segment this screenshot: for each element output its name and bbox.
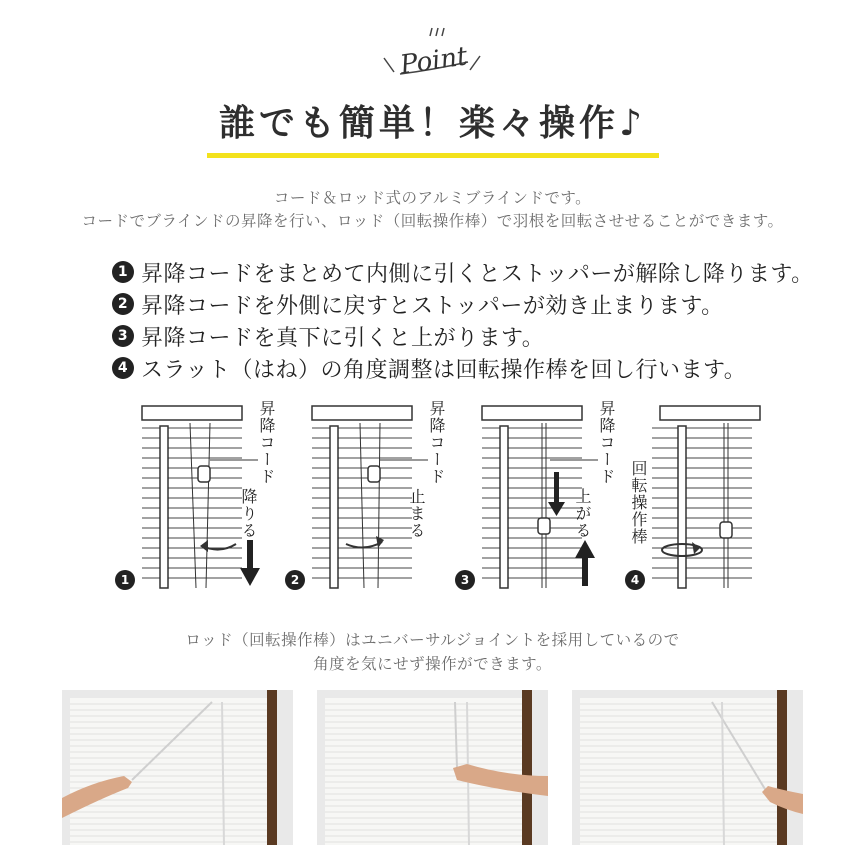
cord-label-3: 昇降コード [597,400,616,485]
step-text-1: 昇降コードをまとめて内側に引くとストッパーが解除し降ります。 [141,261,814,287]
diagram-3 [450,398,618,598]
step-4 [112,352,832,384]
blind-slats [482,428,582,578]
photo-illustration-3 [572,690,803,845]
diagram-number-4: 4 [625,570,645,590]
page-title: 誰でも簡単！楽々操作♪ [219,103,646,144]
diagram-2 [280,398,448,598]
rod-note-line-1: ロッド（回転操作棒）はユニバーサルジョイントを採用しているので [185,631,680,649]
intro-line-1: コード＆ロッド式のアルミブラインドです。 [273,189,592,207]
point-badge [370,22,495,82]
step-number-2: 2 [112,293,134,315]
rod-label-4: 回転操作棒 [629,460,648,545]
steps-list [112,256,832,384]
blind-illustration-3 [450,398,618,598]
step-number-4: 4 [112,357,134,379]
step-2 [112,288,832,320]
cord-label-2: 昇降コード [427,400,446,485]
intro-line-2: コードでブラインドの昇降を行い、ロッド（回転操作棒）で羽根を回転させせることができます。 [81,212,784,230]
action-label-3: 上がる [573,488,592,539]
diagram-4 [620,398,788,598]
rod-note-line-2: 角度を気にせず操作ができます。 [313,655,552,673]
point-word: Point [398,41,470,81]
photo-blind-pull-down [572,690,803,845]
photo-illustration-2 [317,690,548,845]
photo-illustration-1 [62,690,293,845]
step-text-2: 昇降コードを外側に戻すとストッパーが効き止まります。 [141,293,724,319]
action-label-1: 降りる [239,488,258,539]
blind-slats [652,428,752,578]
diagram-1 [110,398,278,598]
step-text-4: スラット（はね）の角度調整は回転操作棒を回し行います。 [141,357,747,383]
blind-slats [142,428,242,578]
photo-blind-pull-outward [317,690,548,845]
step-number-3: 3 [112,325,134,347]
diagram-number-3: 3 [455,570,475,590]
title-underline [207,153,659,158]
diagram-number-2: 2 [285,570,305,590]
step-number-1: 1 [112,261,134,283]
diagram-number-1: 1 [115,570,135,590]
photo-blind-pull-inward [62,690,293,845]
action-label-2: 止まる [407,488,426,539]
step-text-3: 昇降コードを真下に引くと上がります。 [141,325,545,351]
step-1 [112,256,832,288]
cord-label-1: 昇降コード [257,400,276,485]
step-3 [112,320,832,352]
